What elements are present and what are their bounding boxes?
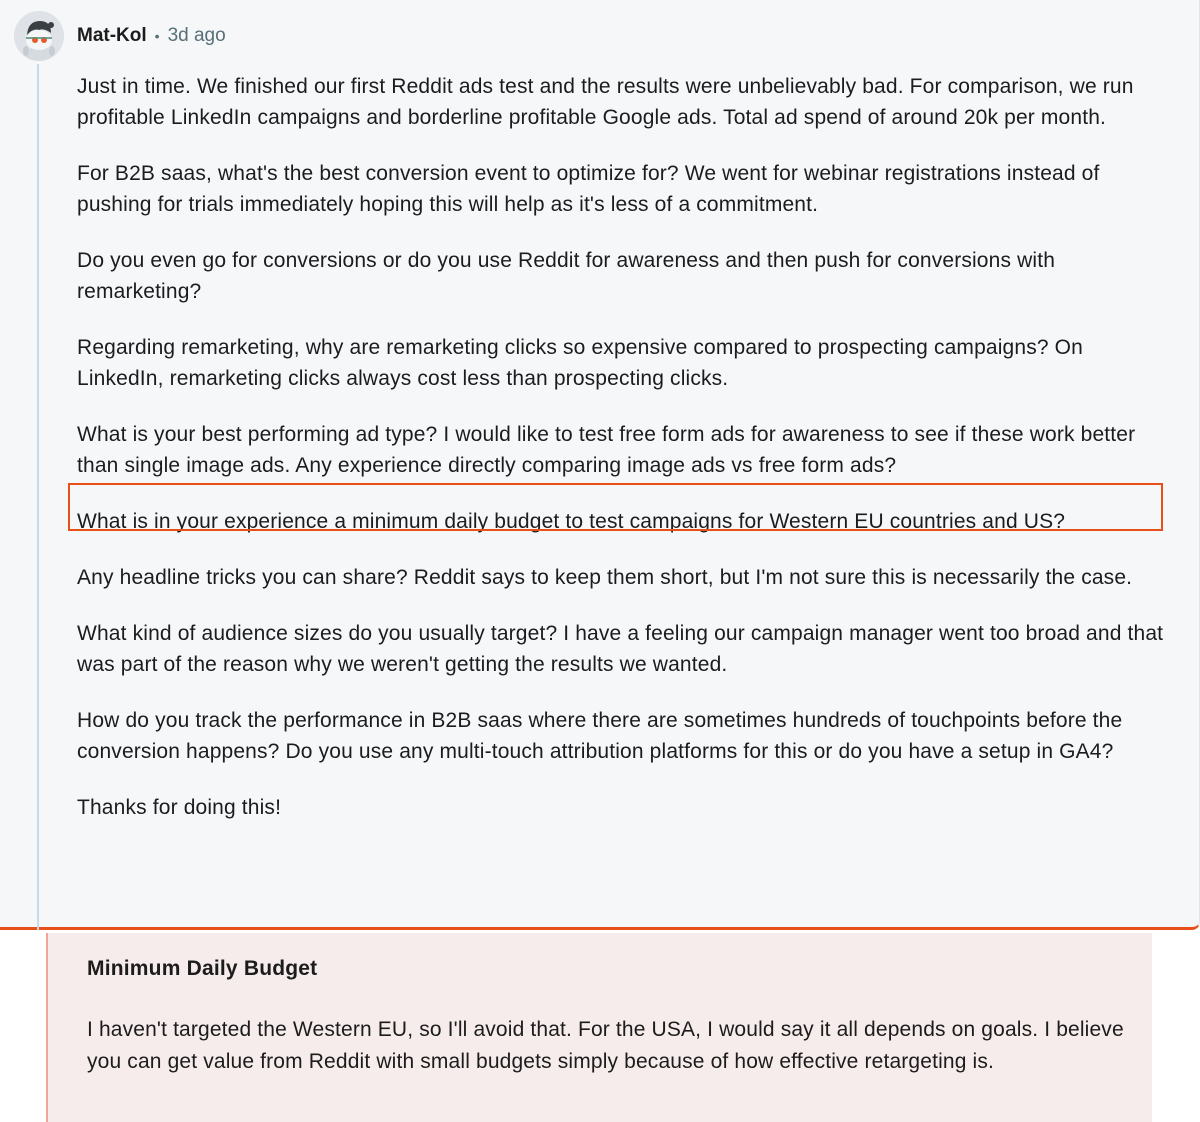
comment-paragraph: Regarding remarketing, why are remarketing clicks so expensive compared to prospecting campaigns? On LinkedIn, remarketing clicks always cost less than prospecting clicks. xyxy=(77,336,1083,390)
meta-separator: • xyxy=(154,28,160,44)
comment-body xyxy=(77,71,1167,848)
reddit-snoo-avatar-icon[interactable] xyxy=(14,11,64,61)
comment-paragraph: Do you even go for conversions or do you use Reddit for awareness and then push for conversions with remarketing? xyxy=(77,249,1056,303)
comment-header xyxy=(14,10,226,62)
reply-text: I haven't targeted the Western EU, so I'll avoid that. For the USA, I would say it all depends on goals. I believe you can get value from Reddit with small budgets simply because of how effective retargeting is. xyxy=(87,1018,1124,1073)
comment-paragraph: Any headline tricks you can share? Reddit says to keep them short, but I'm not sure this is necessarily the case. xyxy=(77,566,1133,589)
comment-paragraph: Thanks for doing this! xyxy=(77,796,282,819)
comment-paragraph: What kind of audience sizes do you usually target? I have a feeling our campaign manager went too broad and that was part of the reason why we weren't getting the results we wanted. xyxy=(77,622,1164,676)
comment-author[interactable]: Mat-Kol xyxy=(77,25,147,46)
comment-timestamp[interactable]: 3d ago xyxy=(167,25,226,46)
comment-paragraph: What is your best performing ad type? I would like to test free form ads for awareness to see if these work better than single image ads. Any experience directly comparing image ads vs free form ads? xyxy=(77,423,1136,477)
comment-paragraph: Just in time. We finished our first Reddit ads test and the results were unbelievably bad. For comparison, we run profitable LinkedIn campaigns and borderline profitable Google ads. Total ad spend of around 20k per month. xyxy=(77,75,1134,129)
comment-paragraph: How do you track the performance in B2B saas where there are sometimes hundreds of touchpoints before the conversion happens? Do you use any multi-touch attribution platforms for this or do you have a setup in GA4? xyxy=(77,709,1123,763)
highlighted-question xyxy=(77,506,1167,537)
highlighted-question-text: What is in your experience a minimum daily budget to test campaigns for Western EU countries and US? xyxy=(77,510,1066,533)
reply-title: Minimum Daily Budget xyxy=(87,957,318,980)
reply-panel xyxy=(46,933,1152,1122)
comment-paragraph: For B2B saas, what's the best conversion event to optimize for? We went for webinar registrations instead of pushing for trials immediately hoping this will help as it's less of a commitment. xyxy=(77,162,1100,216)
thread-line[interactable] xyxy=(37,64,39,930)
